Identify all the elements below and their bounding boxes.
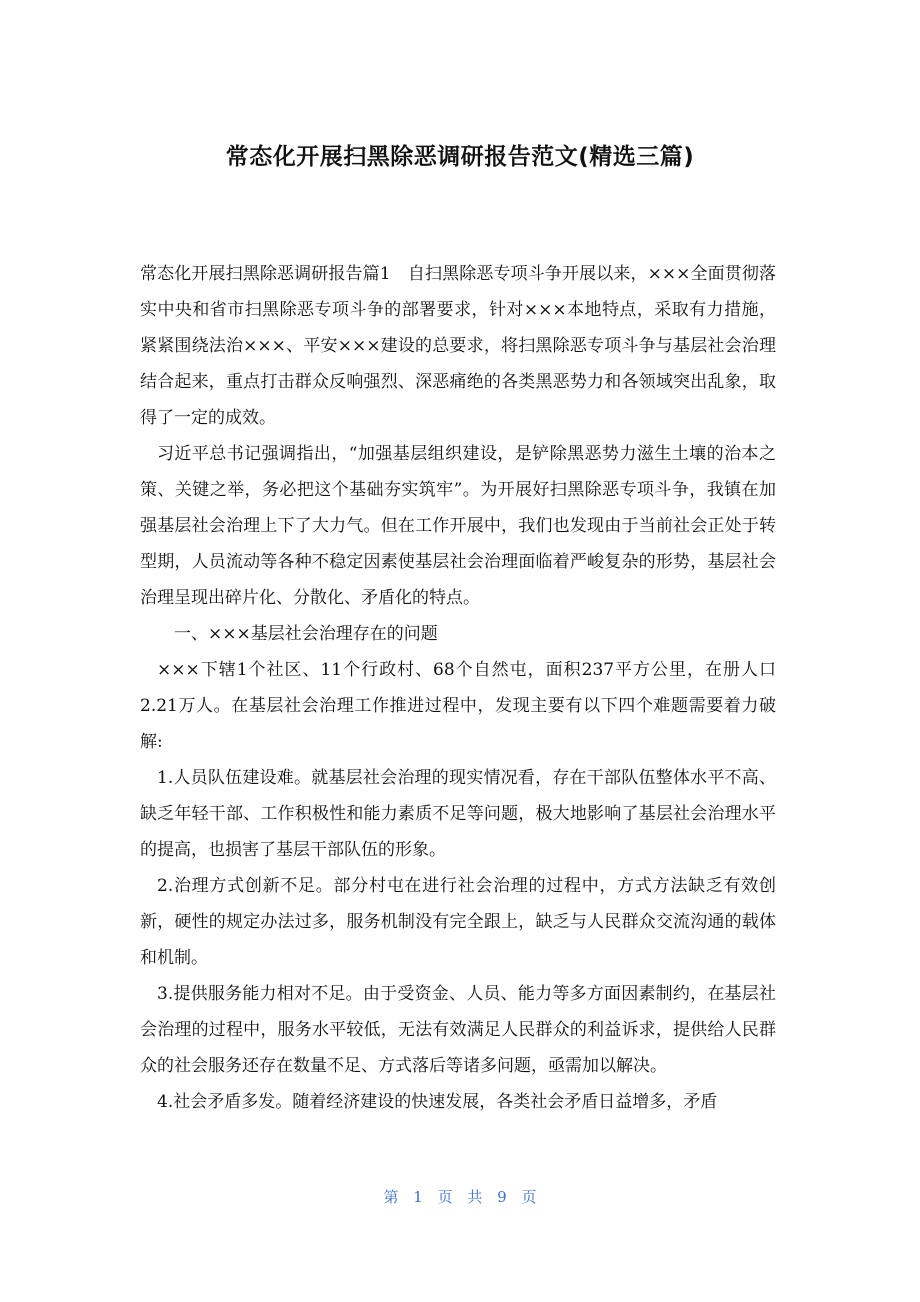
document-title: 常态化开展扫黑除恶调研报告范文(精选三篇) <box>225 144 695 170</box>
paragraph-item-1: 1.人员队伍建设难。就基层社会治理的现实情况看，存在干部队伍整体水平不高、缺乏年轻干部、工作积极性和能力素质不足等问题，极大地影响了基层社会治理水平的提高，也损害了基层干部队伍的形象。 <box>140 768 776 860</box>
section-heading: 一、×××基层社会治理存在的问题 <box>174 624 438 644</box>
document-body <box>140 256 776 1120</box>
paragraph-item-2: 2.治理方式创新不足。部分村屯在进行社会治理的过程中，方式方法缺乏有效创新，硬性的规定办法过多，服务机制没有完全跟上，缺乏与人民群众交流沟通的载体和机制。 <box>140 876 776 968</box>
paragraph-intro: 常态化开展扫黑除恶调研报告篇1 自扫黑除恶专项斗争开展以来，×××全面贯彻落实中央和省市扫黑除恶专项斗争的部署要求，针对×××本地特点，采取有力措施，紧紧围绕法治×××、平安×××建设的总要求，将扫黑除恶专项斗争与基层社会治理结合起来，重点打击群众反响强烈、深恶痛绝的各类黑恶势力和各领域突出乱象，取得了一定的成效。 <box>140 264 776 428</box>
paragraph-item-4: 4.社会矛盾多发。随着经济建设的快速发展，各类社会矛盾日益增多，矛盾 <box>157 1092 718 1112</box>
paragraph-quote: 习近平总书记强调指出，“加强基层组织建设，是铲除黑恶势力滋生土壤的治本之策、关键之举，务必把这个基础夯实筑牢”。为开展好扫黑除恶专项斗争，我镇在加强基层社会治理上下了大力气。但在工作开展中，我们也发现由于当前社会正处于转型期，人员流动等各种不稳定因素使基层社会治理面临着严峻复杂的形势，基层社会治理呈现出碎片化、分散化、矛盾化的特点。 <box>140 444 776 608</box>
page-footer: 第 1 页 共 9 页 <box>383 1188 537 1206</box>
paragraph-overview: ×××下辖1个社区、11个行政村、68个自然屯，面积237平方公里，在册人口2.21万人。在基层社会治理工作推进过程中，发现主要有以下四个难题需要着力破解: <box>140 660 776 752</box>
paragraph-item-3: 3.提供服务能力相对不足。由于受资金、人员、能力等多方面因素制约，在基层社会治理的过程中，服务水平较低，无法有效满足人民群众的利益诉求，提供给人民群众的社会服务还存在数量不足、方式落后等诸多问题，亟需加以解决。 <box>140 984 776 1076</box>
